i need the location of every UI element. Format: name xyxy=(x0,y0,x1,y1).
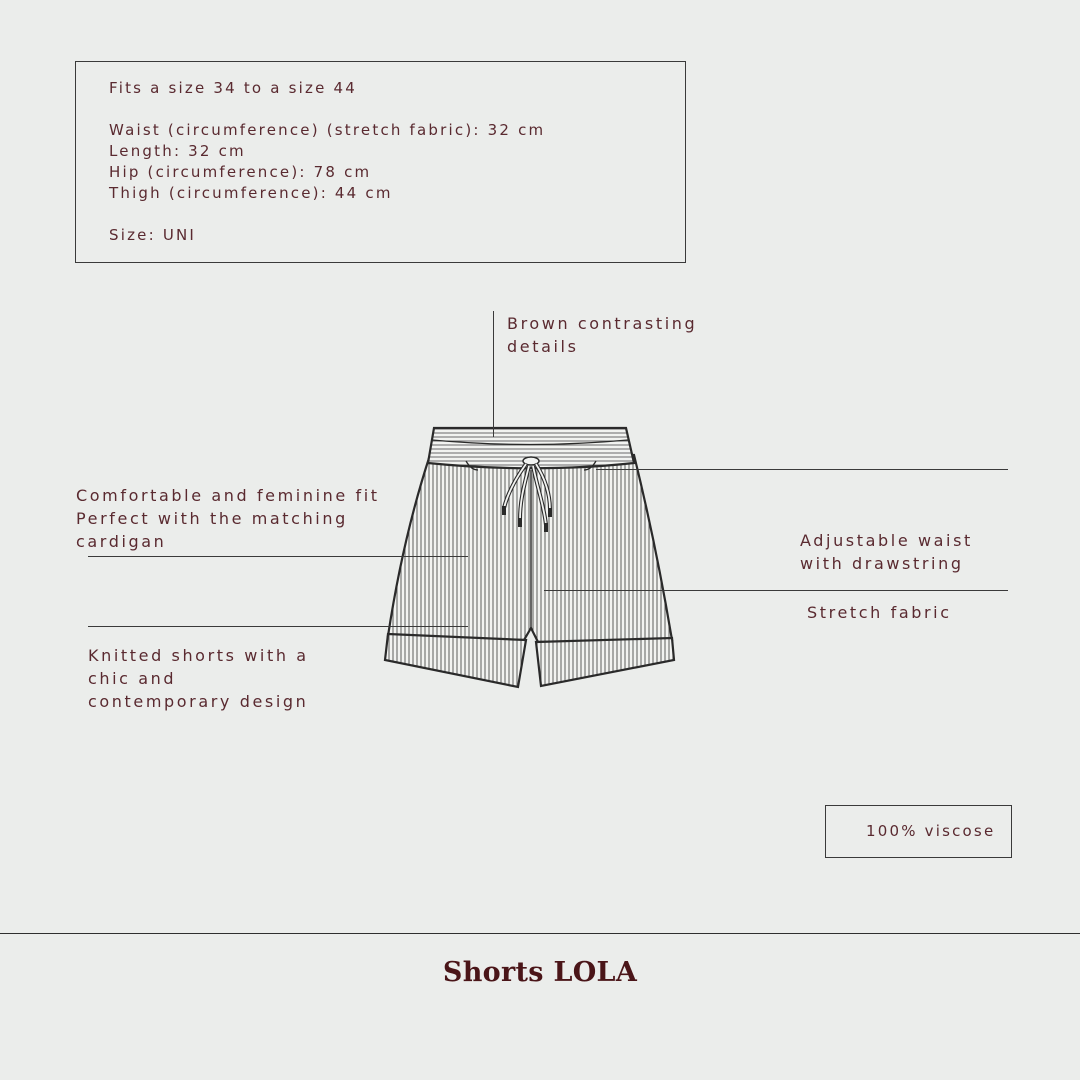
spec-size: Size: UNI xyxy=(109,226,197,244)
callout-line-stretch xyxy=(544,590,1008,591)
spec-thigh: Thigh (circumference): 44 cm xyxy=(109,184,393,202)
annotation-knitted: Knitted shorts with a chic and contemporary design xyxy=(88,646,309,711)
fabric-composition: 100% viscose xyxy=(866,822,996,840)
spec-waist: Waist (circumference) (stretch fabric): 32 cm xyxy=(109,121,546,139)
spec-length: Length: 32 cm xyxy=(109,142,246,160)
fabric-composition-box xyxy=(825,805,1012,858)
spec-hip: Hip (circumference): 78 cm xyxy=(109,163,372,181)
callout-line-fit xyxy=(88,556,468,557)
annotation-stretch: Stretch fabric xyxy=(807,603,952,622)
callout-line-brown-details xyxy=(493,311,494,437)
product-title: Shorts LOLA xyxy=(442,957,638,988)
callout-line-waist xyxy=(596,469,1008,470)
annotation-fit: Comfortable and feminine fit Perfect with the matching cardigan xyxy=(76,486,380,551)
annotation-waist: Adjustable waist with drawstring xyxy=(800,531,973,573)
annotation-brown-details: Brown contrasting details xyxy=(507,314,698,356)
footer-divider xyxy=(0,933,1080,934)
callout-line-knitted xyxy=(88,626,468,627)
spec-fit: Fits a size 34 to a size 44 xyxy=(109,79,357,97)
